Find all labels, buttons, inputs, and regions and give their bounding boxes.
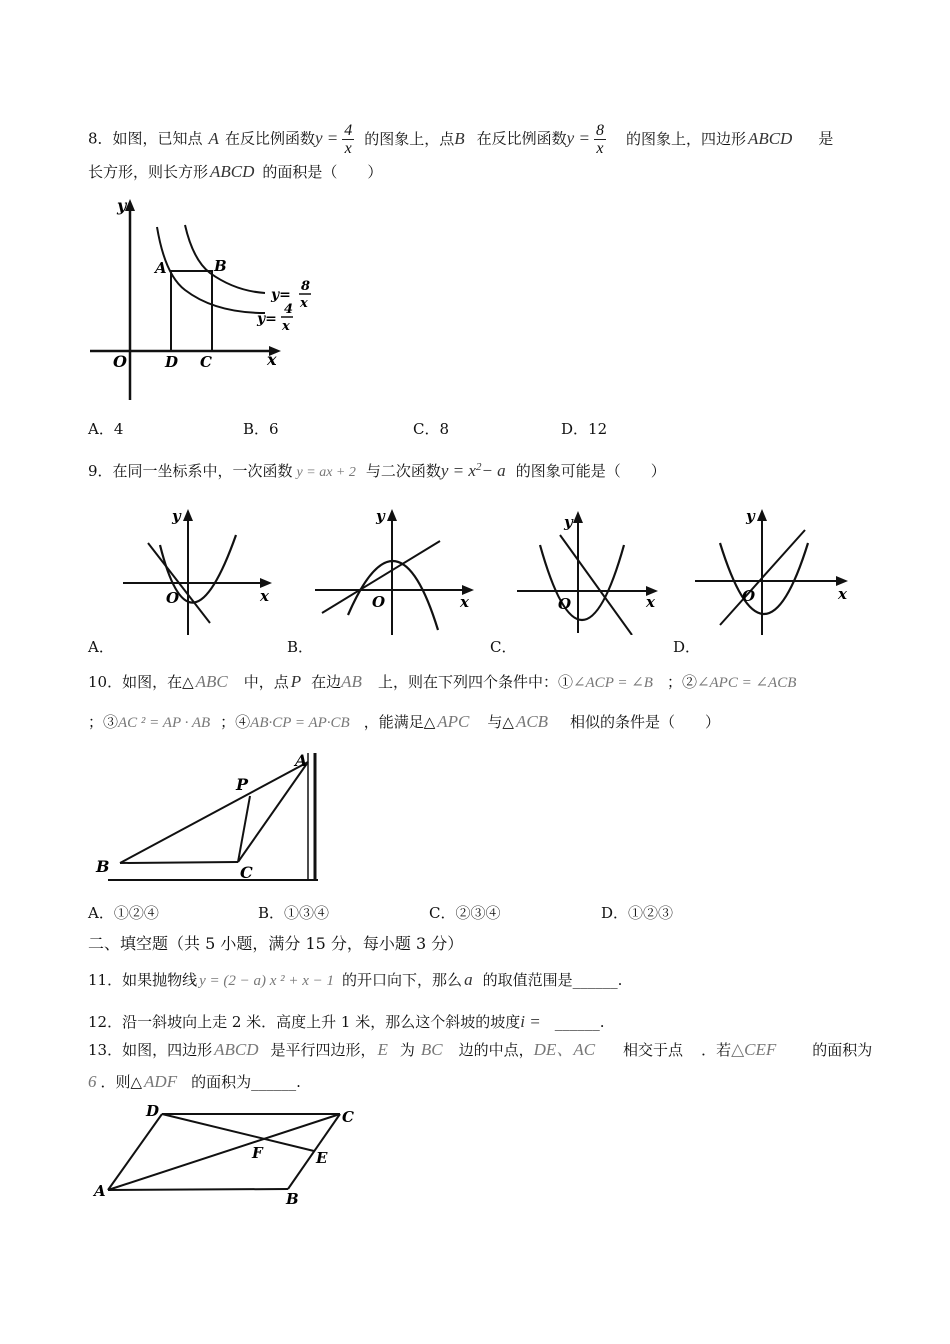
q8-fig-label-x: x — [267, 350, 277, 369]
q10-option-b: B．①③④ — [258, 904, 330, 922]
q9-option-b: B． — [287, 638, 314, 656]
q8-fig-curve1-den: x — [300, 296, 308, 311]
q8-func1-numerator: 4 — [344, 122, 353, 139]
q9-graph-b — [310, 505, 480, 635]
q12-var-i: i = — [520, 1012, 541, 1031]
q8-func2-fraction — [594, 122, 606, 157]
q8-fig-label-d: D — [165, 353, 179, 371]
q10-side-ab: AB — [341, 672, 362, 691]
q9-text-a: 9．在同一坐标系中，一次函数 — [88, 462, 293, 480]
q9-text-c: 的图象可能是（ ） — [515, 462, 666, 480]
q11-text-b: 的开口向下，那么 — [342, 971, 463, 989]
q13-side-bc: BC — [420, 1040, 443, 1059]
q13-de-ac: DE、AC — [533, 1040, 596, 1059]
q10-figure — [90, 748, 330, 888]
q13-fig-label-b: B — [286, 1190, 299, 1208]
q13-figure — [90, 1100, 380, 1210]
q9c-label-o: O — [558, 595, 572, 613]
q8-func1-lhs: y = — [314, 128, 339, 148]
q13-l1-text-g: ．若 — [701, 1041, 732, 1059]
q13-triangle-adf: ADF — [144, 1072, 178, 1091]
q9a-label-y: y — [172, 507, 181, 525]
q11-parabola: y = (2 − a) x ² + x − 1 — [199, 973, 335, 989]
q11-var-a: a — [464, 970, 473, 989]
q13-fig-label-a: A — [94, 1182, 106, 1200]
q8-fig-curve2-den: x — [282, 319, 290, 334]
q13-line1 — [88, 1040, 872, 1060]
q9-quad-func-sup: 2 — [475, 461, 482, 473]
q9-graph-d — [690, 505, 860, 635]
q9-quad-func-b: − a — [481, 461, 506, 480]
q9-line — [88, 457, 666, 483]
q8-func2-denominator: x — [596, 140, 604, 157]
q8-l2-text-a: 长方形，则长方形 — [88, 163, 209, 181]
q8-func2-numerator: 8 — [595, 122, 604, 139]
q8-fig-label-c: C — [200, 353, 212, 371]
q10-fig-label-a: A — [295, 751, 308, 770]
q13-fig-label-f: F — [252, 1144, 263, 1162]
q13-parallelogram: ABCD — [214, 1040, 259, 1059]
q12-text-b: ______. — [554, 1013, 605, 1031]
q10-triangle-acb: ACB — [515, 712, 549, 731]
q9b-label-y: y — [376, 507, 385, 525]
q9-text-b: 与二次函数 — [365, 462, 441, 480]
q9-option-c: C． — [490, 638, 517, 656]
q13-l2-text-a: ．则△ — [100, 1073, 143, 1091]
q8-point-a: A — [208, 128, 219, 148]
q13-l1-text-c: 为 — [399, 1041, 415, 1059]
q10-l2-text-b: ；④ — [220, 713, 251, 731]
q9-option-a: A． — [88, 638, 114, 656]
q9-graph-c — [512, 505, 672, 635]
q8-line2 — [88, 162, 382, 182]
q13-fig-label-d: D — [146, 1102, 160, 1120]
q9c-label-x: x — [646, 593, 655, 611]
q8-point-b: B — [454, 128, 465, 148]
q13-l1-text-a: 13．如图，四边形 — [88, 1041, 213, 1059]
q10-condition-1: ∠ACP = ∠B — [572, 675, 653, 691]
q9d-label-x: x — [838, 585, 847, 603]
q10-fig-label-b: B — [96, 857, 110, 876]
q8-func2-lhs: y = — [566, 128, 590, 148]
q10-fig-label-p: P — [236, 775, 249, 794]
q8-l2-text-b: 的面积是（ ） — [262, 163, 383, 181]
q8-option-a: A．4 — [88, 420, 124, 438]
q8-fig-label-b: B — [214, 257, 227, 275]
q10-option-c: C．②③④ — [429, 904, 501, 922]
section-2-heading: 二、填空题（共 5 小题，满分 15 分，每小题 3 分） — [88, 934, 464, 953]
q9b-label-x: x — [460, 593, 469, 611]
q9d-label-y: y — [746, 507, 755, 525]
q8-text-d: 在反比例函数 — [476, 129, 567, 148]
q10-l1-text-c: 在边 — [311, 673, 342, 691]
q10-triangle-abc: ABC — [195, 672, 228, 691]
q9d-label-o: O — [742, 587, 756, 605]
q8-line1 — [88, 122, 833, 157]
q10-line1 — [88, 672, 796, 693]
q11-text-c: 的取值范围是______. — [482, 971, 623, 989]
q8-text-a: 8．如图，已知点 — [88, 129, 203, 148]
q10-l1-text-e: ；② — [666, 673, 697, 691]
q8-text-c: 的图象上，点 — [364, 129, 455, 148]
q10-point-p: P — [290, 672, 302, 691]
q13-l1-text-d: 边的中点， — [458, 1041, 534, 1059]
q8-func1-denominator: x — [344, 140, 352, 157]
q13-fig-label-c: C — [342, 1108, 354, 1126]
q10-l2-text-e: 相似的条件是（ ） — [570, 713, 721, 731]
q13-area-six: 6 — [88, 1072, 97, 1091]
q13-line2 — [88, 1072, 301, 1092]
q9-option-d: D． — [673, 638, 701, 656]
q10-condition-2: ∠APC = ∠ACB — [696, 675, 797, 691]
q9b-label-o: O — [372, 593, 386, 611]
q10-option-a: A．①②④ — [88, 904, 159, 922]
q11-text-a: 11．如果抛物线 — [88, 971, 198, 989]
q12-text-a: 12．沿一斜坡向上走 2 米．高度上升 1 米，那么这个斜坡的坡度 — [88, 1013, 521, 1031]
q10-option-d: D．①②③ — [601, 904, 674, 922]
q9a-label-o: O — [166, 589, 180, 607]
q8-option-d: D．12 — [561, 420, 608, 438]
q8-fig-curve2-num: 4 — [284, 302, 294, 317]
q10-l2-text-d: 与△ — [487, 713, 514, 731]
q10-line2 — [88, 712, 720, 733]
q10-l1-text-d: 上，则在下列四个条件中：① — [377, 673, 573, 691]
q13-triangle-cef: △CEF — [731, 1040, 777, 1059]
q10-l1-text-a: 10．如图，在△ — [88, 673, 194, 691]
q8-fig-curve1-lhs: y= — [271, 287, 291, 303]
q13-point-e: E — [377, 1040, 388, 1059]
q8-option-c: C．8 — [413, 420, 450, 438]
q13-l1-text-b: 是平行四边形， — [270, 1041, 376, 1059]
q10-l1-text-b: 中，点 — [243, 673, 289, 691]
q13-l1-text-f: 相交于点 — [623, 1041, 684, 1059]
q13-fig-label-e: E — [316, 1149, 328, 1167]
q9-quad-func-a: y = x — [440, 461, 476, 480]
q8-fig-curve1-num: 8 — [301, 279, 311, 294]
q8-l2-rect-name: ABCD — [210, 162, 255, 181]
q8-option-b: B．6 — [243, 420, 279, 438]
q12-line — [88, 1012, 604, 1032]
q8-figure — [85, 195, 345, 405]
q8-func1-fraction — [342, 122, 354, 157]
q10-triangle-apc: APC — [437, 712, 470, 731]
q8-rect-name: ABCD — [747, 128, 793, 148]
q9c-label-y: y — [564, 513, 573, 531]
q8-fig-label-o: O — [113, 352, 127, 371]
q10-condition-4: AB·CP = AP·CB — [250, 715, 350, 731]
q9-graph-a — [118, 505, 278, 635]
q8-fig-curve2-lhs: y= — [257, 311, 277, 327]
q10-condition-3: AC ² = AP · AB — [118, 715, 211, 731]
q10-l2-text-c: ，能满足△ — [363, 713, 436, 731]
q8-text-b: 在反比例函数 — [224, 129, 315, 148]
q10-l2-text-a: ；③ — [88, 713, 119, 731]
q8-text-e: 的图象上，四边形 — [625, 129, 746, 148]
q13-l2-text-b: 的面积为______. — [191, 1073, 301, 1091]
q11-line — [88, 970, 622, 991]
q10-fig-label-c: C — [240, 863, 253, 882]
q8-fig-label-a: A — [155, 259, 167, 277]
q13-l1-text-h: 的面积为 — [812, 1041, 873, 1059]
q9-linear-func: y = ax + 2 — [296, 465, 356, 480]
q8-fig-label-y: y — [117, 196, 127, 215]
q9a-label-x: x — [260, 587, 269, 605]
q8-text-f: 是 — [818, 129, 834, 148]
